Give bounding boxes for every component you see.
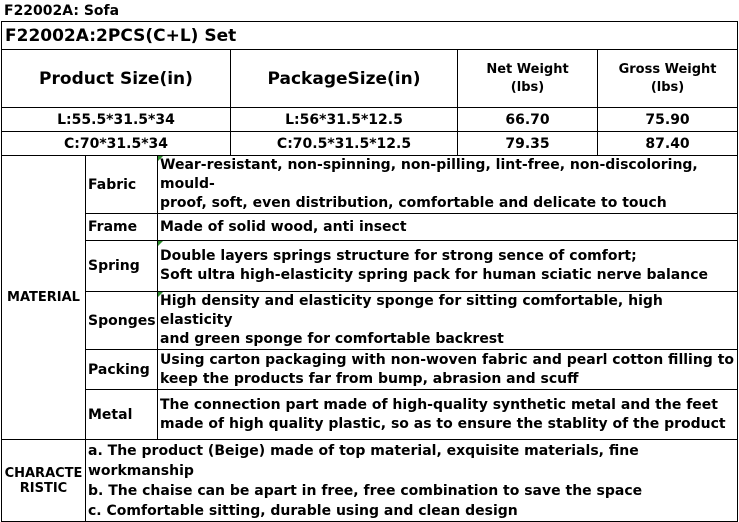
package-size-cell: C:70.5*31.5*12.5 — [231, 132, 458, 156]
material-name-metal: Metal — [86, 390, 158, 440]
desc-line: Wear-resistant, non-spinning, non-pilling, lint-free, non-discoloring, mould- — [160, 157, 698, 192]
characteristic-row — [2, 440, 738, 522]
spec-table — [1, 21, 738, 522]
material-name-frame: Frame — [86, 214, 158, 241]
size-row-c — [2, 132, 738, 156]
header-net-weight — [458, 50, 598, 108]
characteristic-item: b. The chaise can be apart in free, free combination to save the space — [88, 483, 643, 499]
desc-line: made of high quality plastic, so as to ensure the stablity of the product — [160, 415, 726, 432]
material-desc-frame — [158, 214, 738, 241]
gross-weight-cell: 75.90 — [598, 108, 738, 132]
material-row-metal — [2, 390, 738, 440]
desc-line: Made of solid wood, anti insect — [160, 218, 407, 235]
net-weight-cell: 66.70 — [458, 108, 598, 132]
material-row-spring — [2, 241, 738, 292]
material-row-packing — [2, 350, 738, 390]
characteristic-label-line2: RISTIC — [19, 480, 68, 496]
header-gross-weight-line1: Gross Weight — [618, 61, 717, 77]
set-title: F22002A:2PCS(C+L) Set — [2, 22, 738, 50]
characteristic-item: c. Comfortable sitting, durable using and clean design — [88, 503, 518, 519]
header-gross-weight — [598, 50, 738, 108]
material-label: MATERIAL — [2, 156, 86, 440]
characteristic-label-line1: CHARACTE — [4, 465, 83, 481]
gross-weight-cell: 87.40 — [598, 132, 738, 156]
material-row-sponges — [2, 292, 738, 350]
header-net-weight-line1: Net Weight — [486, 61, 569, 77]
material-desc-fabric — [158, 156, 738, 214]
desc-line: High density and elasticity sponge for sitting comfortable, high elasticity — [160, 293, 663, 328]
material-row-fabric — [2, 156, 738, 214]
material-name-spring: Spring — [86, 241, 158, 292]
size-row-l — [2, 108, 738, 132]
material-name-sponges: Sponges — [86, 292, 158, 350]
material-desc-sponges — [158, 292, 738, 350]
desc-line: and green sponge for comfortable backrest — [160, 331, 504, 347]
desc-line: Using carton packaging with non-woven fabric and pearl cotton filling to — [160, 351, 735, 368]
material-name-fabric: Fabric — [86, 156, 158, 214]
material-row-frame — [2, 214, 738, 241]
desc-line: Soft ultra high-elasticity spring pack for human sciatic nerve balance — [160, 267, 709, 283]
material-name-packing: Packing — [86, 350, 158, 390]
header-package-size: PackageSize(in) — [231, 50, 458, 108]
characteristic-list — [86, 440, 738, 522]
page-title: F22002A: Sofa — [4, 3, 120, 19]
material-desc-metal — [158, 390, 738, 440]
header-gross-weight-line2: (lbs) — [650, 79, 685, 95]
net-weight-cell: 79.35 — [458, 132, 598, 156]
characteristic-item: a. The product (Beige) made of top material, exquisite materials, fine workmanship — [88, 443, 639, 479]
material-desc-packing — [158, 350, 738, 390]
header-row — [2, 50, 738, 108]
set-title-row — [2, 22, 738, 50]
product-size-cell: L:55.5*31.5*34 — [2, 108, 231, 132]
characteristic-label — [2, 440, 86, 522]
desc-line: proof, soft, even distribution, comfortable and delicate to touch — [160, 195, 667, 211]
header-product-size: Product Size(in) — [2, 50, 231, 108]
desc-line: Double layers springs structure for strong sence of comfort; — [160, 248, 637, 264]
package-size-cell: L:56*31.5*12.5 — [231, 108, 458, 132]
desc-line: The connection part made of high-quality synthetic metal and the feet — [160, 396, 718, 413]
product-size-cell: C:70*31.5*34 — [2, 132, 231, 156]
desc-line: keep the products far from bump, abrasion and scuff — [160, 370, 579, 387]
material-desc-spring — [158, 241, 738, 292]
header-net-weight-line2: (lbs) — [510, 79, 545, 95]
